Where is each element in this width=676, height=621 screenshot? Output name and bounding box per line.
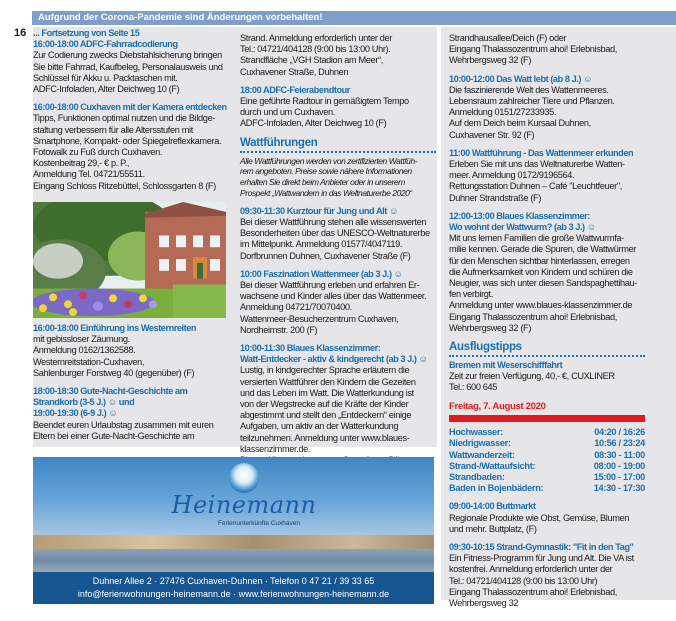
tide-label: Niedrigwasser: [449,438,511,449]
event-line: milie kennen. Gerade die Spuren, die Wattwürmer [449,244,636,255]
event-line: Bei dieser Wattführung stehen alle wissenswerten [240,217,427,228]
intro-line: Alle Wattführungen werden von zertifizierten Wattfüh- [240,155,418,166]
event-line: Regionale Produkte wie Obst, Gemüse, Blumen [449,512,630,523]
tide-label: Strandbaden: [449,471,505,482]
event-line: Rettungsstation Duhnen – Café "Leuchtfeuer", [449,181,622,192]
section-heading-ausflugstipps: Ausflugstipps [449,341,645,357]
tide-row [449,483,645,494]
tide-row [449,461,645,472]
event-title: 16:00-18:00 ADFC-Fahrradcodierung [33,39,178,50]
date-divider-bar [449,415,645,422]
event-line: von der Wegstrecke auf die Kräfte der Kinder [240,399,409,410]
event-line: Eingang Thalassozentrum ahoi! Erlebnisbad, [449,311,617,322]
event-line: abgestimmt und stellt den „Entdeckern“ einige [240,410,412,421]
event-line: Die faszinierende Welt des Wattenmeeres. [449,84,609,95]
continued-text [240,33,436,78]
event-line: Nordheimstr. 200 (F) [240,324,318,335]
event-line: Tipps, Funktionen optimal nutzen und die Bildge- [33,113,216,124]
event-line: Wehrbergsweg 32 (F) [449,322,532,333]
event-line: Cuxhavener Straße, Duhnen [240,66,349,77]
event-line: Auf dem Deich beim Kursaal Duhnen, [449,118,591,129]
event-line: ADFC-Infoladen, Alter Deichweg 10 (F) [240,118,387,129]
event-title: Watt-Entdecker - aktiv & kindgerecht (ab 3 J.) ☺ [240,354,428,365]
event-line: Eingang Schloss Ritzebüttel, Schlossgarten 8 (F) [33,180,216,191]
event-line: meer. Anmeldung 0172/9196564. [449,170,575,181]
date-heading: Freitag, 7. August 2020 [449,400,546,412]
event-title: Strandkorb (3-5 J.) ☺ und [33,397,135,408]
event-title: 09:30-10:15 Strand-Gymnastik: "Fit in den Tag" [449,541,634,552]
event-line: kostenfrei. Anmeldung erforderlich unter der [449,564,613,575]
tide-value: 15:00 - 17:00 [593,471,645,482]
event-wattfuehrung-erkunden [449,148,671,204]
page-number: 16 [14,27,27,39]
event-title: 09:30-11:30 Kurztour für Jung und Alt ☺ [240,205,398,216]
event-title: Wo wohnt der Wattwurm? (ab 3 J.) ☺ [449,222,596,233]
event-line: Ein Fitness-Programm für Jung und Alt. Die VA ist [449,553,634,564]
event-line[interactable]: teilzunehmen. Anmeldung unter www.blaues- [240,432,410,443]
tide-row [449,427,645,438]
event-title: 16:00-18:00 Cuxhaven mit der Kamera entdecken [33,102,227,113]
event-line: Westernreitstation-Cuxhaven, [33,356,145,367]
event-line: und mehr. Buttplatz, (F) [449,523,537,534]
wave-logo-icon [229,463,259,493]
event-line: durch und um Cuxhaven. [240,107,335,118]
event-line: Mit uns lernen Familien die große Wattwurmfa- [449,233,624,244]
event-line: Cuxhavener Str. 92 (F) [449,129,535,140]
event-line: Strandhausallee/Deich (F) oder [449,33,567,43]
castle-garden-photo [33,202,226,318]
event-line: Fotowalk zu Fuß durch Cuxhaven. [33,147,163,158]
event-title: 10:00 Faszination Wattenmeer (ab 3 J.) ☺ [240,268,403,279]
event-line: Anmeldung 0162/1362588. [33,345,136,356]
event-line: die Aufmerksamkeit von Kindern und schüren die [449,266,633,277]
event-line: Anmeldung 04721/70070400. [240,302,352,313]
tide-label: Strand-/Wattaufsicht: [449,460,536,471]
event-line: und das Leben im Watt. Die Watterkundung ist [240,387,414,398]
event-line: Duhner Strandstraße (F) [449,192,542,203]
tide-value: 10:56 / 23:24 [594,438,645,449]
event-fahrradcodierung [33,39,231,95]
event-gute-nacht-geschichte [33,386,231,442]
event-line: Wehrbergsweg 32 (F) [449,55,532,66]
event-line: Lebensraum zahlreicher Tiere und Pflanzen. [449,96,615,107]
tide-row [449,472,645,483]
intro-line: Prospekt „Wattwandern in das Weltnaturerbe 2020“ [240,188,412,199]
event-title: 09:00-14:00 Buttmarkt [449,501,536,512]
tide-row [449,450,645,461]
event-line: Strandfläche „VGH Stadion am Meer“, [240,55,383,66]
event-kamera [33,102,231,192]
event-title: 11:00 Wattführung - Das Wattenmeer erkunden [449,147,634,158]
event-feierabendtour [240,85,436,130]
tide-table [449,427,671,494]
castle-garden-illustration [33,202,226,318]
trip-line: Zeit zur freien Verfügung, 40,- €, CUXLINER [449,371,615,382]
event-strand-gymnastik [449,542,671,609]
tide-label: Baden in Bojenbädern: [449,483,544,494]
event-line: versierten Wattführer den Kindern die Gezeiten [240,376,416,387]
event-line: mit gebissloser Zäumung. [33,334,130,345]
event-das-watt-lebt [449,74,671,141]
event-line: Anmeldung 0151/27233935. [449,107,557,118]
continued-note: ... Fortsetzung von Seite 15 [33,28,140,38]
event-line[interactable]: Anmeldung unter www.blaues-klassenzimmer.de [449,300,633,311]
event-line: Kostenbeitrag 29,- € p. P., [33,158,130,169]
tide-value: 08:00 - 19:00 [593,460,645,471]
event-line: Tel.: 04721/404128 (9:00 bis 13:00 Uhr). [240,44,391,55]
event-title: 18:00-18:30 Gute-Nacht-Geschichte am [33,386,188,397]
tide-label: Hochwasser: [449,427,503,438]
event-line: für den Menschen sichtbar hinterlassen, erregen [449,255,630,266]
event-line: Sie bitte Fahrrad, Kaufbeleg, Personalausweis und [33,61,223,72]
event-line: Aufgaben, um aktiv an der Watterkundung [240,421,399,432]
event-title: 18:00 ADFC-Feierabendtour [240,84,350,95]
event-line: Wehrbergsweg 32 [449,597,519,608]
ad-water-reflection [33,549,434,572]
ad-town-skyline [33,535,434,549]
event-line: Tel.: 04721/404128 (9:00 bis 13:00 Uhr) [449,575,598,586]
tide-value: 14:30 - 17:30 [593,483,645,494]
event-wattwurm [449,211,671,334]
event-line: Erleben Sie mit uns das Weltnaturerbe Watten- [449,159,625,170]
event-line: Wattenmeer-Besucherzentrum Cuxhaven, [240,313,399,324]
ad-contact-bar [33,572,434,604]
continued-text [449,33,671,67]
event-line: Zur Codierung zwecks Diebstahlsicherung bringen [33,50,222,61]
event-line: Dorfbrunnen Duhnen, Cuxhavener Straße (F) [240,250,411,261]
brand-tagline: Ferienunterkünfte Cuxhaven [217,520,301,527]
event-title: 16:00-18:00 Einführung ins Westernreiten [33,323,197,333]
tide-value: 04:20 / 16:26 [594,427,645,438]
ad-web-contact[interactable]: info@ferienwohnungen-heinemann.de · www.ferienwohnungen-heinemann.de [77,589,390,599]
tide-value: 08:30 - 11:00 [594,449,645,460]
event-line: fen verbirgt. [449,289,493,300]
intro-line: erhalten Sie direkt beim Anbieter oder in unserem [240,177,405,188]
heinemann-advertisement[interactable] [33,457,434,604]
event-line: Schlüssel für Akku u. Packtaschen mit. [33,72,178,83]
event-line: Eingang Thalassozentrum ahoi! Erlebnisbad, [449,44,617,55]
event-title: 10:00-12:00 Das Watt lebt (ab 8 J.) ☺ [449,73,593,84]
event-line: Anmeldung Tel. 04721/55511. [33,169,145,180]
corona-notice-banner: Aufgrund der Corona-Pandemie sind Änderungen vorbehalten! [32,11,676,25]
event-line: Eingang Thalassozentrum ahoi! Erlebnisbad, [449,586,617,597]
intro-line: rern angeboten. Preise sowie nähere Informationen [240,166,412,177]
event-title: 19:00-19:30 (6-9 J.) ☺ [33,408,118,419]
event-watt-entdecker [240,343,436,466]
event-title: 12:00-13:00 Blaues Klassenzimmer: [449,210,590,221]
event-line: im Mittelpunkt. Anmeldung 01577/4047119. [240,239,403,250]
event-line: Strand. Anmeldung erforderlich unter der [240,33,392,43]
event-line: Beendet euren Urlaubstag zusammen mit euren [33,419,214,430]
column-left-lower [33,323,231,442]
trip-title: Bremen mit Weserschifffahrt [449,360,563,371]
ad-address: Duhner Allee 2 · 27476 Cuxhaven-Duhnen · Telefon 0 47 21 / 39 33 65 [92,576,375,586]
event-line: Sahlenburger Forstweg 40 (gegenüber) (F) [33,367,195,378]
column-middle [240,33,436,466]
event-line: Eine geführte Radtour in gemäßigtem Tempo [240,96,409,107]
event-line[interactable]: klassenzimmer.de. [240,443,311,454]
event-title: 10:00-11:30 Blaues Klassenzimmer: [240,343,381,354]
event-line: Neugier, was sich unter diesen Sandspaghettihau- [449,278,638,289]
event-line: wachsene und Kinder alles über das Wattenmeer. [240,291,427,302]
column-left [33,28,231,192]
event-faszination-wattenmeer [240,269,436,336]
event-kurztour [240,206,436,262]
event-line: staltung verbessern für alle Altersstufen mit [33,124,193,135]
brand-logo-text: Heinemann [171,491,317,519]
event-line: Smartphone, Kompakt- oder Spiegelreflexkamera. [33,135,222,146]
event-line: ADFC-Infoladen, Alter Deichweg 10 (F) [33,84,180,95]
section-heading-wattfuehrungen: Wattführungen [240,137,436,153]
column-right [449,33,671,609]
event-westernreiten [33,323,231,379]
section-intro [240,156,436,199]
event-buttmarkt [449,501,671,535]
event-line: Eltern bei einer Gute-Nacht-Geschichte am [33,430,195,441]
event-line: Bei dieser Wattführung erleben und erfahren Er- [240,280,420,291]
trip-bremen [449,360,671,394]
event-line: Lustig, in kindgerechter Sprache erläutern die [240,365,410,376]
event-line: Besonderheiten über das UNESCO-Weltnaturerbe [240,228,430,239]
trip-line: Tel.: 600 645 [449,382,498,393]
tide-row [449,438,645,449]
tide-label: Wattwanderzeit: [449,449,515,460]
